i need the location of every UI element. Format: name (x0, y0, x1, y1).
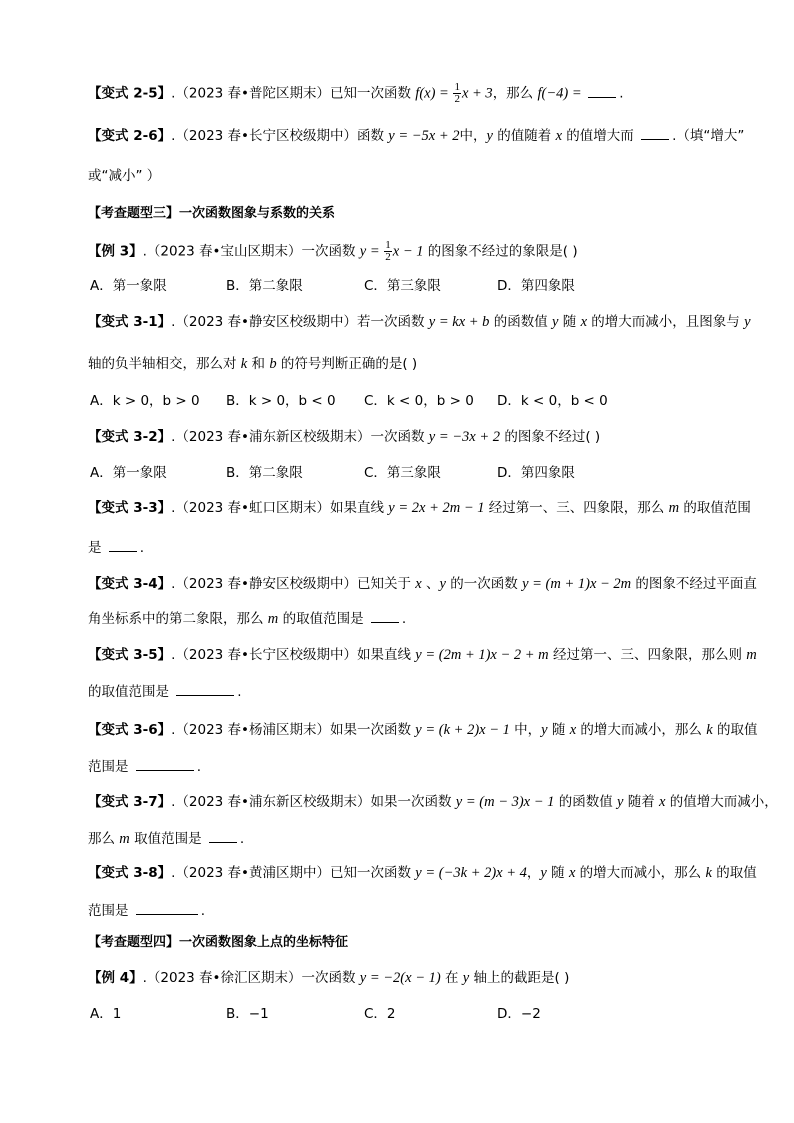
question-text: 随 (546, 865, 569, 881)
example-4 (88, 968, 569, 988)
math-fraction: $\frac{1}{2}$ (454, 81, 460, 105)
math-variable: x (555, 128, 562, 144)
question-text-continuation: 范围是 . (88, 759, 202, 775)
question-text-continuation: 范围是 . (88, 903, 206, 919)
question-text: 中， (459, 128, 487, 144)
question-text: 随着 (623, 794, 660, 810)
question-variant-3-8 (88, 863, 757, 883)
question-tag: 【变式 3-6】 (88, 722, 172, 738)
question-text-continuation: 的取值范围是 . (88, 684, 242, 700)
question-source: .（2023 春•黄浦区期中）已知一次函数 (171, 865, 416, 881)
question-text-continuation: 那么 m 取值范围是 . (88, 831, 245, 847)
question-text: 的图象不经过的象限是( ) (423, 243, 578, 260)
question-variant-2-5 (88, 82, 624, 105)
question-text-continuation: 是 . (88, 540, 145, 556)
question-source: .（2023 春•宝山区期末）一次函数 (142, 243, 360, 260)
question-text: 随 (558, 314, 581, 330)
option-c: C．k < 0，b > 0 (364, 393, 474, 409)
answer-blank (136, 902, 198, 915)
answer-blank (641, 127, 669, 140)
option-b: B．第二象限 (226, 465, 303, 481)
question-tag: 【变式 2-6】 (88, 128, 172, 144)
option-a: A．第一象限 (90, 465, 167, 481)
question-text: . (619, 85, 624, 102)
question-source: .（2023 春•长宁区校级期中）函数 (171, 128, 389, 144)
math-variable: k (706, 722, 713, 738)
question-text: 经过第一、三、四象限，那么 (484, 500, 669, 516)
math-variable: m (668, 500, 680, 516)
question-text: 的函数值 (489, 314, 553, 330)
math-fraction: $\frac{1}{2}$ (385, 239, 391, 263)
question-text-continuation: 或“减小” ） (88, 168, 161, 184)
question-text: 的取值 (712, 722, 758, 738)
question-source: .（2023 春•静安区校级期中）若一次函数 (171, 314, 429, 330)
option-d: D．第四象限 (497, 278, 575, 294)
math-variable: b (269, 356, 277, 372)
question-tag: 【变式 2-5】 (88, 85, 172, 102)
math-variable: k (705, 865, 712, 881)
math-variable: y (439, 576, 446, 592)
question-tag: 【变式 3-5】 (88, 647, 172, 663)
question-text: 的取值 (711, 865, 757, 881)
option-c: C．第三象限 (364, 278, 441, 294)
math-expression: x + 3 (461, 85, 493, 102)
math-expression: y = (m − 3)x − 1 (455, 794, 555, 810)
question-variant-3-3 (88, 498, 751, 518)
option-b: B．k > 0，b < 0 (226, 393, 336, 409)
question-tag: 【变式 3-3】 (88, 500, 172, 516)
answer-blank (136, 758, 194, 771)
question-text: 的图象不经过平面直 (631, 576, 757, 592)
question-source: .（2023 春•浦东新区校级期末）如果一次函数 (171, 794, 456, 810)
question-text: 的取值范围 (679, 500, 751, 516)
answer-blank (371, 610, 399, 623)
option-a: A．k > 0，b > 0 (90, 393, 200, 409)
question-source: .（2023 春•长宁区校级期中）如果直线 (171, 647, 416, 663)
math-expression: y = (m + 1)x − 2m (522, 576, 632, 592)
question-text: .（填“增大” (672, 128, 745, 144)
question-text: 的增大而减小，那么 (575, 865, 706, 881)
math-variable: x (569, 722, 577, 738)
math-variable: y (552, 314, 559, 330)
question-source: .（2023 春•普陀区期末）已知一次函数 (171, 85, 416, 102)
question-text: 中， (509, 722, 542, 738)
question-variant-3-2 (88, 427, 600, 447)
option-c: C．第三象限 (364, 465, 441, 481)
question-text: 随 (547, 722, 570, 738)
question-tag: 【变式 3-7】 (88, 794, 172, 810)
math-variable: y (617, 794, 624, 810)
question-text: ，那么 (492, 85, 538, 102)
math-expression: y = −2(x − 1) (359, 970, 441, 986)
math-expression: y = (359, 243, 384, 260)
answer-blank (209, 830, 237, 843)
question-variant-3-6 (88, 720, 757, 740)
example-3 (88, 240, 578, 263)
question-variant-3-7 (88, 792, 778, 812)
math-expression: y = (−3k + 2)x + 4 (415, 865, 527, 881)
option-b: B．−1 (226, 1006, 269, 1022)
question-variant-3-1 (88, 312, 751, 332)
question-text: 在 (440, 970, 463, 986)
option-d: D．−2 (497, 1006, 541, 1022)
question-tag: 【变式 3-8】 (88, 865, 172, 881)
math-variable: y (744, 314, 751, 330)
math-variable: x (568, 865, 576, 881)
question-source: .（2023 春•徐汇区期末）一次函数 (142, 970, 360, 986)
option-a: A．1 (90, 1006, 122, 1022)
question-source: .（2023 春•静安区校级期中）已知关于 (171, 576, 416, 592)
section-heading: 【考查题型三】一次函数图象与系数的关系 (88, 206, 336, 221)
option-a: A．第一象限 (90, 278, 167, 294)
math-expression: y = 2x + 2m − 1 (388, 500, 485, 516)
answer-blank (176, 683, 234, 696)
math-variable: k (240, 356, 248, 372)
question-text: 的值增大而 (562, 128, 639, 144)
option-c: C．2 (364, 1006, 396, 1022)
math-expression: y = (2m + 1)x − 2 + m (415, 647, 549, 663)
math-expression: f(−4) = (537, 85, 586, 102)
math-variable: x (659, 794, 666, 810)
question-text: 的函数值 (554, 794, 617, 810)
question-text: ， (526, 865, 541, 881)
math-variable: y (486, 128, 493, 144)
math-variable: x (580, 314, 587, 330)
math-expression: x − 1 (392, 243, 424, 260)
question-variant-3-4: 【变式 3-4】.（2023 春•静安区校级期中）已知关于 x 、y 的一次函数 y = (m + 1)x − 2m 的图象不经过平面直 (88, 576, 757, 592)
math-expression: f(x) = (415, 85, 453, 102)
question-text: 的增大而减小，那么 (576, 722, 707, 738)
answer-blank (109, 539, 137, 552)
math-variable: m (267, 611, 279, 627)
section-heading: 【考查题型四】一次函数图象上点的坐标特征 (88, 935, 349, 950)
option-d: D．k < 0，b < 0 (497, 393, 608, 409)
math-variable: y (540, 865, 547, 881)
question-tag: 【变式 3-4】 (88, 576, 172, 592)
math-variable: y (462, 970, 470, 986)
question-variant-2-6 (88, 126, 744, 146)
option-d: D．第四象限 (497, 465, 575, 481)
question-text-continuation: 轴的负半轴相交，那么对 k 和 b 的符号判断正确的是( ) (88, 356, 418, 372)
question-tag: 【变式 3-1】 (88, 314, 172, 330)
question-text: 轴上的截距是( ) (469, 970, 570, 986)
math-expression: y = kx + b (428, 314, 490, 330)
question-text-continuation: 角坐标系中的第二象限，那么 m 的取值范围是 . (88, 611, 407, 627)
math-expression: y = −3x + 2 (428, 429, 501, 445)
question-tag: 【例 4】 (88, 970, 143, 986)
math-variable: m (119, 831, 130, 847)
question-variant-3-5 (88, 645, 757, 665)
question-text: 的增大而减小，且图象与 (587, 314, 745, 330)
question-tag: 【例 3】 (88, 243, 143, 260)
math-variable: m (746, 647, 757, 663)
question-text: 的图象不经过( ) (500, 429, 601, 445)
question-text: 经过第一、三、四象限，那么则 (548, 647, 747, 663)
question-text: 的值增大而减小， (665, 794, 778, 810)
question-tag: 【变式 3-2】 (88, 429, 172, 445)
question-text: 的一次函数 (445, 576, 523, 592)
question-source: .（2023 春•虹口区期末）如果直线 (171, 500, 389, 516)
math-expression: y = (k + 2)x − 1 (415, 722, 510, 738)
question-text: 的值随着 (492, 128, 556, 144)
math-variable: x (415, 576, 422, 592)
question-source: .（2023 春•杨浦区期末）如果一次函数 (171, 722, 416, 738)
math-expression: y = −5x + 2 (388, 128, 460, 144)
answer-blank (588, 85, 616, 98)
question-source: .（2023 春•浦东新区校级期末）一次函数 (171, 429, 429, 445)
option-b: B．第二象限 (226, 278, 303, 294)
math-variable: y (541, 722, 548, 738)
